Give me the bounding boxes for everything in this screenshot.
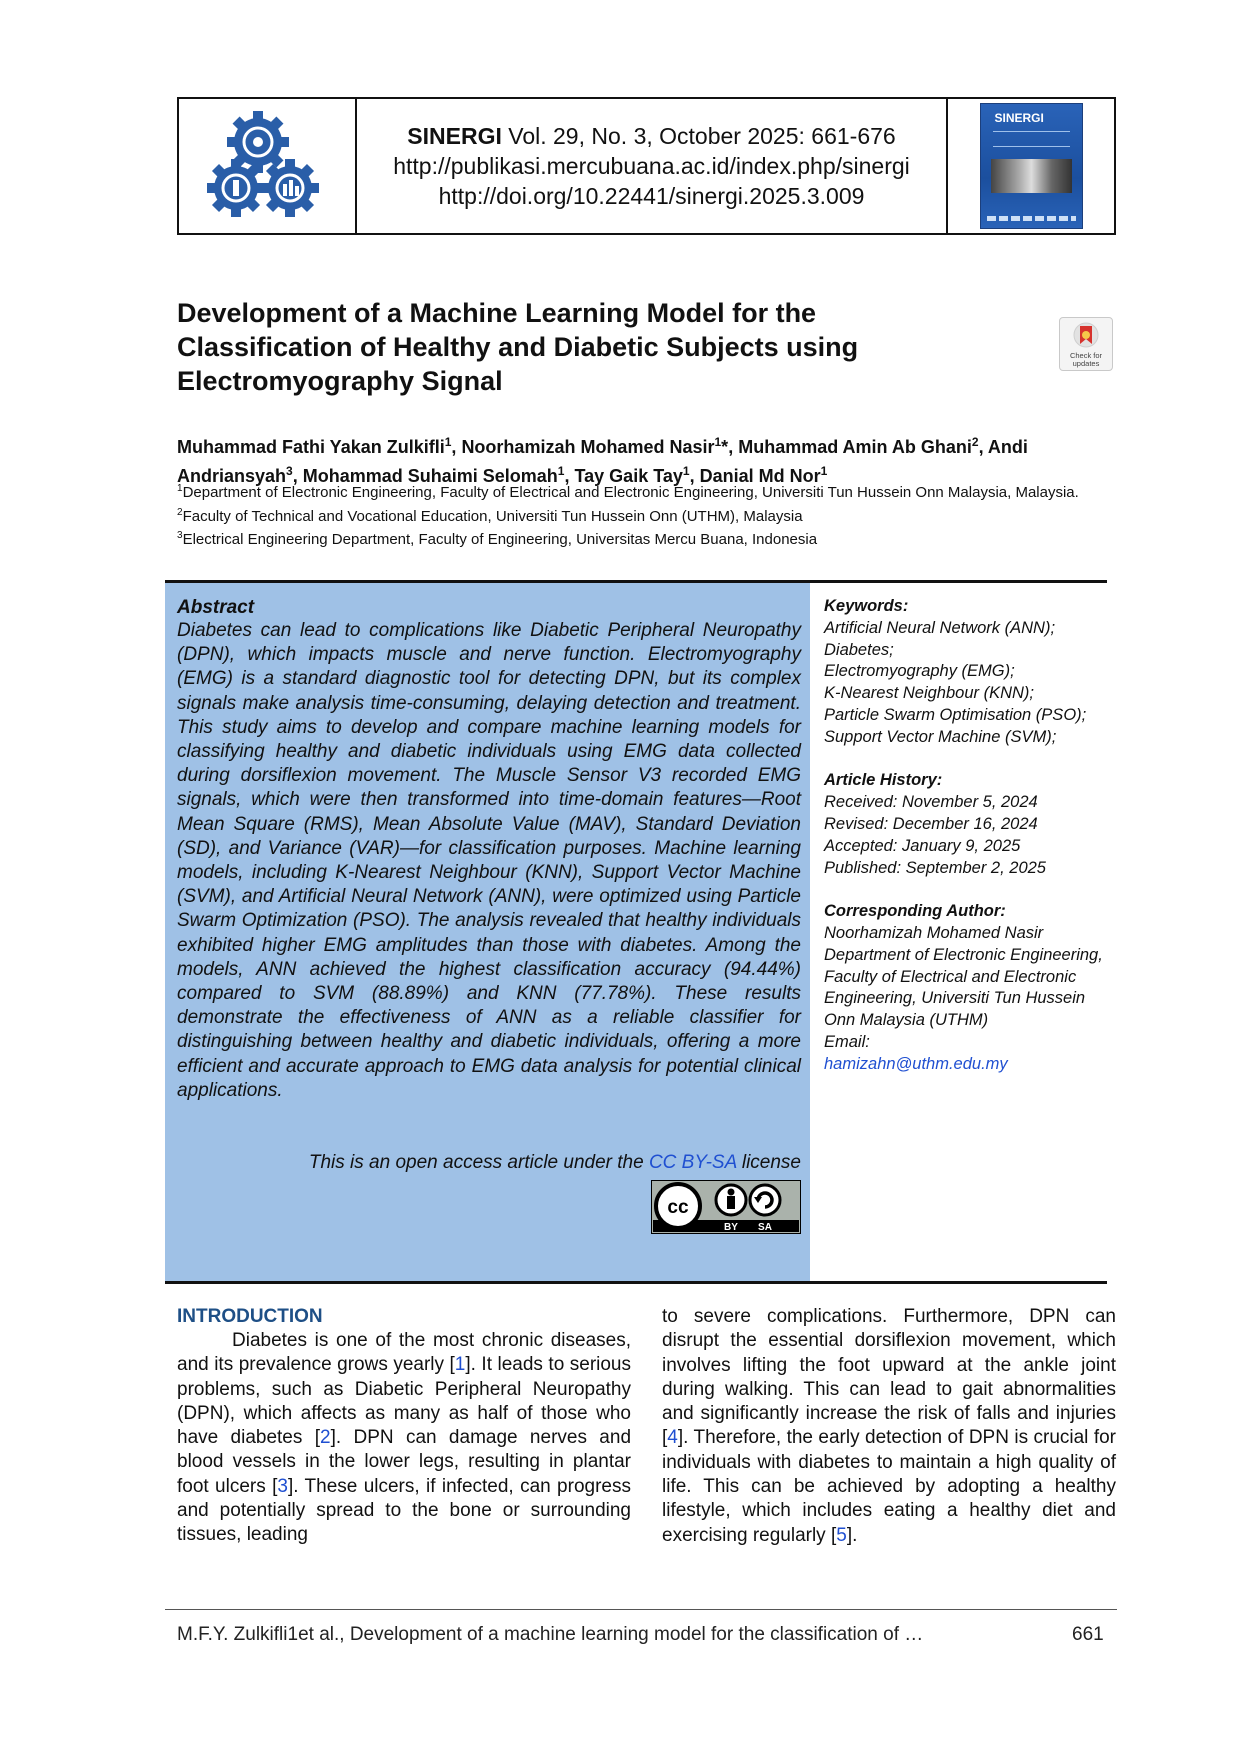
cover-text-block [993,131,1070,147]
spacer [824,749,1114,771]
license-line [177,1152,801,1174]
introduction-text: ]. DPN can damage nerves and blood vessels in the lower legs, resulting in plantar foot ulcers [ [177,1427,632,1497]
history-published: Published: September 2, 2025 [824,858,1046,877]
cc-label: cc [667,1197,689,1218]
keywords-list [824,618,1114,749]
introduction-text: to severe complications. Furthermore, DPN can disrupt the essential dorsiflexion movement, which involves lifting the foot upward at the ankle joint during walking. This can lead to gait abnormalities and significantly increase the risk of falls and injuries [ [662,1306,1116,1449]
journal-citation [357,99,948,233]
journal-doi[interactable]: http://doi.org/10.22441/sinergi.2025.3.009 [438,183,865,209]
journal-cover-cell [948,99,1114,233]
footer-page-number: 661 [1072,1624,1104,1645]
affiliation-text: Department of Electronic Engineering, Faculty of Electrical and Electronic Engineering, Universiti Tun Hussein Onn Malaysia, Malaysia. [182,484,1079,501]
citation-link[interactable]: 4 [667,1427,678,1449]
author-affiliation-mark: 2 [971,435,979,449]
keyword-item: Diabetes; [824,640,894,659]
journal-issue: Vol. 29, No. 3, October 2025: 661-676 [501,123,896,149]
keyword-item: K-Nearest Neighbour (KNN); [824,684,1034,703]
introduction-heading: INTRODUCTION [177,1306,323,1327]
affiliation-text: Electrical Engineering Department, Faculty of Engineering, Universitas Mercu Buana, Indonesia [182,531,818,548]
cc-by-sa-icon[interactable] [651,1180,801,1234]
by-label: BY [724,1222,738,1233]
corresponding-heading: Corresponding Author: [824,902,1006,921]
affiliation-number: 2 [177,506,183,518]
corresponding-affiliation: Department of Electronic Engineering, Faculty of Electrical and Electronic Engineering, Universiti Tun Hussein Onn Malaysia (UTHM) [824,945,1103,1030]
author-name: Danial Md Nor [699,466,821,486]
keyword-item: Particle Swarm Optimisation (PSO); [824,705,1087,724]
keywords-heading: Keywords: [824,597,909,615]
corresponding-author-mark: * [721,437,729,457]
history-revised: Revised: December 16, 2024 [824,814,1038,833]
license-suffix: license [736,1152,801,1173]
check-for-updates-badge[interactable] [1059,317,1113,371]
keyword-item: Electromyography (EMG); [824,662,1015,681]
abstract-bottom-rule [165,1281,1107,1284]
author-separator: , [689,466,700,486]
license-link[interactable]: CC BY-SA [648,1152,737,1173]
affiliation-text: Faculty of Technical and Vocational Education, Universiti Tun Hussein Onn (UTHM), Malaysia [182,507,803,525]
corresponding-email-label: Email: [824,1032,870,1051]
affiliation-item [177,526,1122,550]
gears-logo-icon [206,110,328,222]
footer-running-title: M.F.Y. Zulkifli1et al., Development of a machine learning model for the classification of … [177,1624,924,1645]
history-accepted: Accepted: January 9, 2025 [824,836,1021,855]
affiliation-item [177,479,1122,503]
journal-name: SINERGI [407,123,502,149]
author-affiliation-mark: 1 [557,464,565,478]
author-separator: , [451,437,462,457]
abstract-body: Diabetes can lead to complications like Diabetic Peripheral Neuropathy (DPN), which impacts muscle and nerve function. Electromyography (EMG) is a standard diagnostic tool for detecting DPN, but its complex signals make analysis time-consuming, delaying detection and treatment. This study aims to develop and compare machine learning models for classifying healthy and diabetic individuals using EMG data collected during dorsiflexion movement. The Muscle Sensor V3 recorded EMG signals, which were then transformed into time-domain features—Root Mean Square (RMS), Mean Absolute Value (MAV), Standard Deviation (SD), and Variance (VAR)—for classification purposes. Machine learning models, including K-Nearest Neighbour (KNN), Support Vector Machine (SVM), and Artificial Neural Network (ANN), were optimized using Particle Swarm Optimization (PSO). The analysis revealed that healthy individuals exhibited higher EMG amplitudes than those with diabetes. Among the models, ANN achieved the highest classification accuracy (94.44%) compared to SVM (88.89%) and KNN (77.78%). These results demonstrate the effectiveness of ANN as a reliable classifier for distinguishing between healthy and diabetic individuals, offering a more efficient and accurate approach to EMG data analysis for potential clinical applications. [177,620,801,1101]
journal-url[interactable]: http://publikasi.mercubuana.ac.id/index.php/sinergi [393,153,910,179]
journal-issue-line [407,121,895,151]
cover-photo [991,159,1072,193]
journal-logo [179,99,357,233]
crossmark-icon [1072,322,1100,352]
cover-footer-strip [987,216,1076,221]
introduction-right-column [662,1305,1116,1548]
introduction-text: Diabetes is one of the most chronic diseases, and its prevalence grows yearly [ [177,1330,631,1376]
author-name: Noorhamizah Mohamed Nasir [461,437,715,457]
author-name: Andi Andriansyah [177,437,1028,486]
affiliation-list [177,479,1122,550]
author-name: Muhammad Amin Ab Ghani [738,437,972,457]
history-received: Received: November 5, 2024 [824,793,1038,812]
citation-link[interactable]: 3 [277,1475,288,1497]
author-affiliation-mark: 1 [444,435,452,449]
sa-label: SA [758,1222,772,1233]
affiliation-number: 1 [177,483,183,494]
history-heading: Article History: [824,771,943,790]
citation-link[interactable]: 5 [836,1524,847,1546]
author-separator: , [292,466,303,486]
author-separator: , [728,437,739,457]
author-affiliation-mark: 1 [820,464,828,478]
corresponding-email-link[interactable]: hamizahn@uthm.edu.my [824,1054,1008,1073]
abstract-heading: Abstract [177,597,255,618]
author-separator: , [978,437,988,457]
introduction-text: ]. It leads to serious problems, such as Diabetic Peripheral Neuropathy (DPN), which affects as many as half of those who have diabetes [ [177,1354,632,1449]
introduction-text: ]. These ulcers, if infected, can progress and potentially spread to the bone or surrounding tissues, leading [177,1475,631,1546]
license-prefix: This is an open access article under the [308,1152,649,1173]
cover-title: SINERGI [994,111,1044,125]
check-for-updates-label: Check for updates [1069,351,1103,368]
author-name: Mohammad Suhaimi Selomah [302,466,558,486]
footer-rule [165,1609,1117,1610]
paper-title: Development of a Machine Learning Model for the Classification of Healthy and Diabetic Subjects using Electromyography Signal [177,298,859,396]
author-affiliation-mark: 1 [714,435,722,449]
introduction-text: ]. [846,1524,858,1546]
author-affiliation-mark: 3 [286,464,293,478]
author-name: Muhammad Fathi Yakan Zulkifli [177,437,445,457]
keyword-item: Support Vector Machine (SVM); [824,727,1057,746]
introduction-left-column [177,1329,631,1548]
affiliation-number: 3 [177,530,183,541]
affiliation-item [177,503,1122,527]
spacer [824,879,1114,901]
keyword-item: Artificial Neural Network (ANN); [824,618,1056,637]
author-name: Tay Gaik Tay [574,466,683,486]
corresponding-name: Noorhamizah Mohamed Nasir [824,923,1044,942]
author-separator: , [564,466,575,486]
journal-cover-image [981,104,1082,228]
article-info-column [824,596,1114,1076]
citation-link[interactable]: 2 [320,1427,331,1449]
citation-link[interactable]: 1 [454,1354,466,1376]
author-affiliation-mark: 1 [682,464,690,478]
journal-header [177,97,1116,235]
introduction-text: ]. Therefore, the early detection of DPN is crucial for individuals with diabetes to maintain a high quality of life. This can be achieved by adopting a healthy lifestyle, which includes eating a healthy diet and exercising regularly [ [662,1427,1116,1546]
